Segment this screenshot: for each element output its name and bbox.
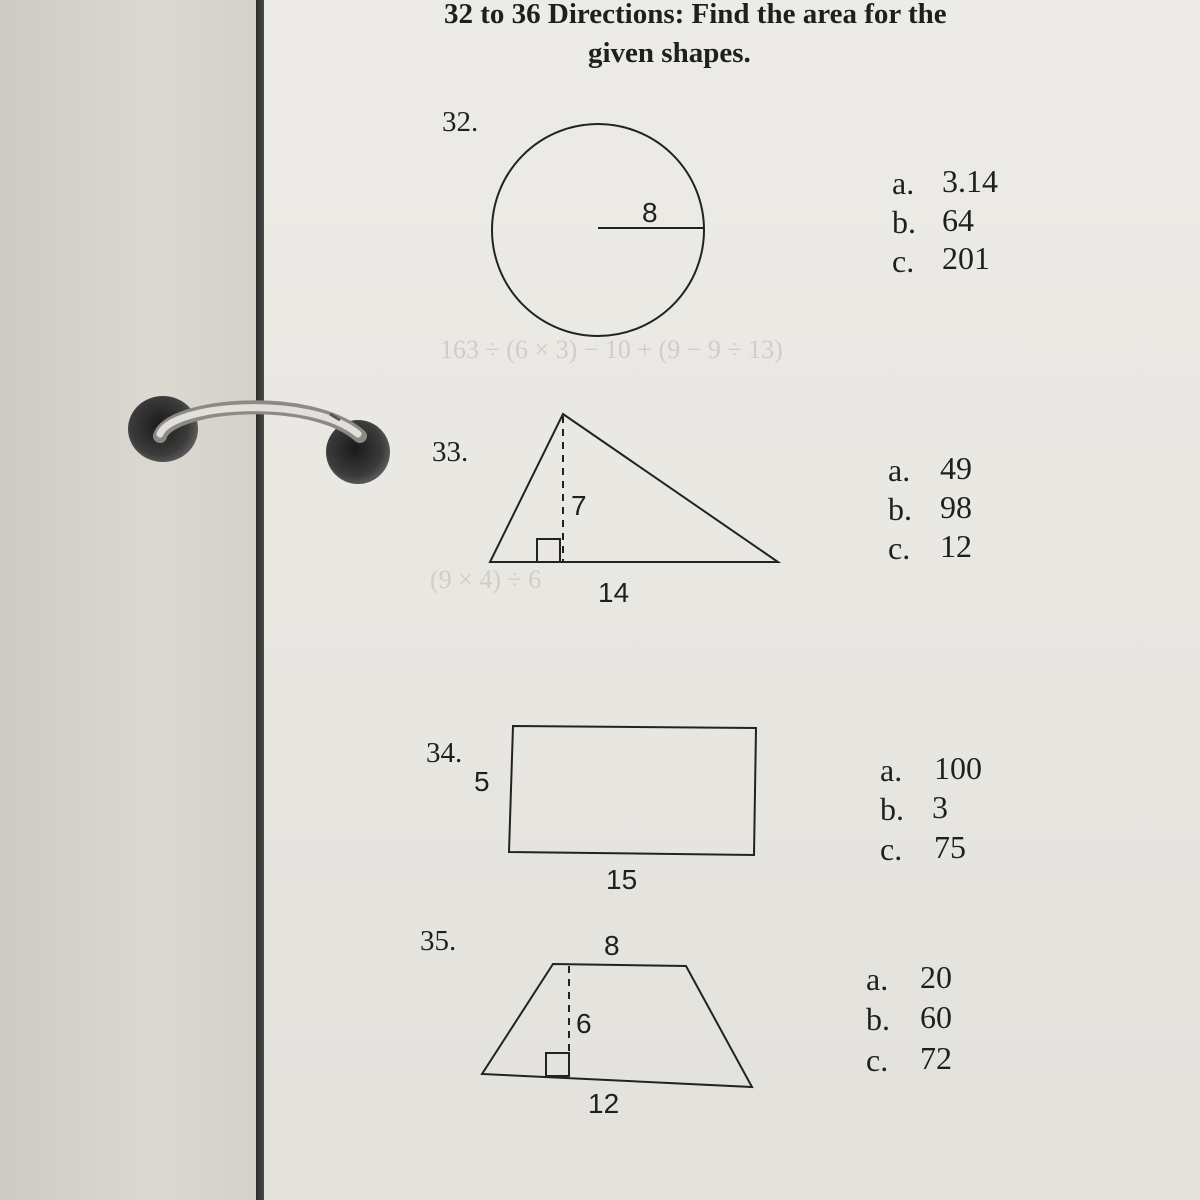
choice-value: 64 — [942, 202, 974, 238]
choice-value: 201 — [942, 240, 990, 276]
choice-value: 75 — [934, 829, 966, 865]
trapezoid-figure — [480, 960, 755, 1090]
choice-value: 3 — [932, 789, 948, 825]
choice-letter: b. — [888, 491, 912, 527]
bleed-through-text: 163 ÷ (6 × 3) − 10 + (9 − 9 ÷ 13) — [440, 335, 783, 364]
choice-letter: a. — [866, 961, 889, 997]
binder-ring-icon — [150, 396, 372, 456]
base-label: 14 — [598, 577, 630, 608]
choice-value: 98 — [940, 489, 972, 525]
right-angle-marker — [537, 539, 560, 562]
choice-letter: c. — [892, 243, 915, 279]
choice-letter: a. — [888, 452, 911, 488]
choice-letter: a. — [892, 165, 915, 201]
left-page — [0, 0, 262, 1200]
base-label: 15 — [606, 864, 638, 895]
choice-value: 12 — [940, 528, 972, 564]
height-label: 6 — [576, 1008, 592, 1039]
choice-letter: b. — [892, 204, 916, 240]
question-number: 35. — [420, 925, 457, 957]
question-number: 33. — [432, 436, 469, 468]
choice-letter: a. — [880, 752, 903, 788]
top-label: 8 — [604, 930, 620, 961]
choice-letter: c. — [866, 1042, 889, 1078]
circle-figure — [490, 124, 710, 344]
choice-letter: b. — [866, 1001, 890, 1037]
choice-letter: b. — [880, 791, 904, 827]
directions-line-1: 32 to 36 Directions: Find the area for the — [444, 0, 947, 30]
bleed-through-text: (9 × 4) ÷ 6 — [430, 565, 542, 594]
choice-value: 72 — [920, 1040, 952, 1076]
bottom-label: 12 — [588, 1088, 620, 1119]
page-edge — [256, 0, 264, 1200]
choice-letter: c. — [880, 831, 903, 867]
question-number: 34. — [426, 737, 463, 769]
choice-value: 100 — [934, 750, 982, 786]
height-label: 7 — [571, 490, 587, 521]
triangle-figure — [488, 412, 783, 567]
rectangle-figure — [507, 724, 760, 860]
choice-value: 3.14 — [942, 163, 998, 199]
choice-value: 20 — [920, 959, 952, 995]
radius-label: 8 — [642, 197, 658, 228]
question-number: 32. — [442, 106, 479, 138]
right-angle-marker — [546, 1053, 569, 1076]
choice-value: 60 — [920, 999, 952, 1035]
choice-letter: c. — [888, 530, 911, 566]
choice-value: 49 — [940, 450, 972, 486]
side-label: 5 — [474, 766, 490, 797]
directions-line-2: given shapes. — [588, 37, 751, 69]
